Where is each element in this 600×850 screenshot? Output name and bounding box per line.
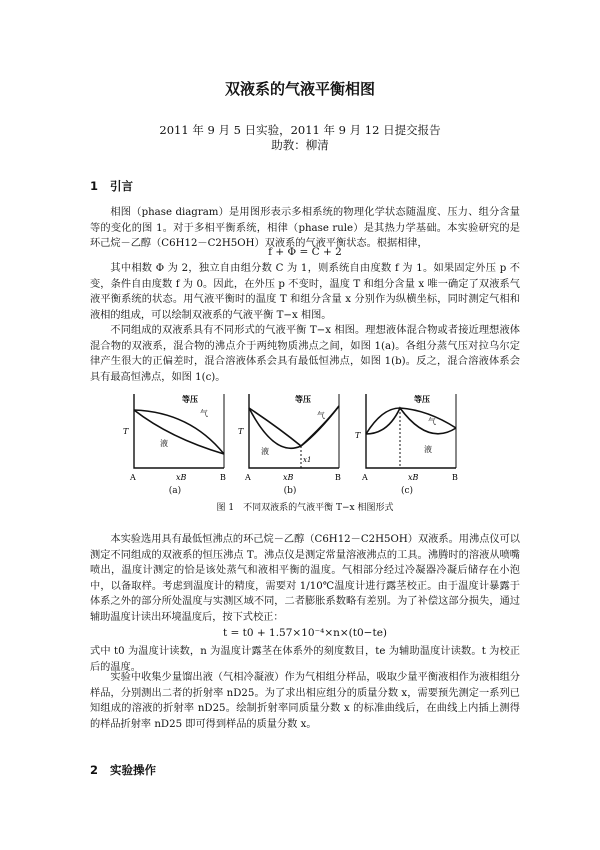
- tag-liquid: 液: [160, 439, 168, 448]
- paragraph-degrees-of-freedom: 其中相数 Φ 为 2，独立自由组分数 C 为 1，则系统自由度数 f 为 1。如果固定外压 p 不变，条件自由度数 f 为 0。因此，在外压 p 不变时，温度 T 和组分含量 x 唯一确定了双液系气液平衡系统的状态。用气液平衡时的温度 T 和组分含量 x 分别作为纵横坐标，同时测定气相和液相的组成，可以绘制双液系的气液平衡 T−x 相图。: [90, 263, 520, 321]
- end-b-label: B: [452, 473, 458, 482]
- axis-x-label: xB: [408, 473, 419, 482]
- tag-liquid: 液: [424, 445, 432, 454]
- phase-diagram-c: [352, 388, 462, 483]
- section-number: 1: [90, 179, 99, 193]
- tag-gas: 气: [200, 409, 208, 418]
- end-a-label: A: [362, 473, 368, 482]
- figure-panel-c: [352, 388, 462, 503]
- equation-stem-correction: t = t0 + 1.57×10⁻⁴×n×(t0−te): [222, 627, 388, 639]
- end-b-label: B: [335, 473, 341, 482]
- section-heading-introduction: [90, 178, 133, 194]
- end-a-label: A: [130, 473, 136, 482]
- axis-t-label: T: [355, 431, 361, 440]
- equation-phase-rule: f + Φ = C + 2: [268, 246, 342, 258]
- azeotrope-mark: x1: [303, 456, 312, 464]
- panel-label-c: (c): [400, 486, 414, 496]
- tag-gas: 气: [317, 411, 325, 420]
- end-a-label: A: [245, 473, 251, 482]
- teaching-assistant: 助教：柳清: [271, 138, 329, 152]
- tag-liquid: 液: [261, 447, 269, 456]
- figure-panel-a: [120, 388, 230, 503]
- axis-t-label: T: [238, 427, 244, 436]
- tag-isobaric: 等压: [414, 394, 430, 404]
- end-b-label: B: [220, 473, 226, 482]
- paragraph-phase-diagram: 相图（phase diagram）是用图形表示多相系统的物理化学状态随温度、压力、组分含量等的变化的图 1。对于多相平衡系统，相律（phase rule）是其热力学基础。本实验研究的是环己烷－乙醇（C6H12－C2H5OH）双液系的气液平衡状态。根据相律，: [90, 207, 520, 249]
- submission-dates: 2011 年 9 月 5 日实验，2011 年 9 月 12 日提交报告: [159, 123, 441, 137]
- figure-1: [120, 388, 460, 508]
- tag-isobaric: 等压: [182, 394, 198, 404]
- paper-title: 双液系的气液平衡相图: [224, 80, 375, 98]
- axis-t-label: T: [123, 427, 129, 436]
- paragraph-refractive-index: 实验中收集少量馏出液（气相冷凝液）作为气相组分样品，吸取少量平衡液相作为液相组分样品，分别测出二者的折射率 nD25。为了求出相应组分的质量分数 x，需要预先测定一系列已知组成的溶液的折射率 nD25。绘制折射率同质量分数 x 的标准曲线后，在曲线上内插上测得的样品折射率 nD25 即可得到样品的质量分数 x。: [90, 672, 520, 730]
- phase-diagram-b: [235, 388, 345, 483]
- section-title: 引言: [110, 179, 133, 193]
- paragraph-azeotrope-types: 不同组成的双液系具有不同形式的气液平衡 T−x 相图。理想液体混合物或者接近理想液体混合物的双液系，混合物的沸点介于两纯物质沸点之间，如图 1(a)。各组分蒸气压对拉乌尔定律产生很大的正偏差时，混合溶液体系会具有最低恒沸点，如图 1(b)。反之，混合溶液体系会具有最高恒沸点，如图 1(c)。: [90, 325, 520, 383]
- axis-x-label: xB: [176, 473, 187, 482]
- section-title: 实验操作: [110, 763, 156, 777]
- figure-caption: 图 1 不同双液系的气液平衡 T−x 相图形式: [216, 503, 394, 513]
- tag-gas: 气: [428, 417, 436, 426]
- paragraph-equation-terms: 式中 t0 为温度计读数，n 为温度计露茎在体系外的刻度数目，te 为辅助温度计读数。t 为校正后的温度。: [90, 646, 520, 673]
- figure-panel-b: [235, 388, 345, 503]
- axis-x-label: xB: [283, 473, 294, 482]
- paragraph-method: 本实验选用具有最低恒沸点的环己烷－乙醇（C6H12－C2H5OH）双液系。用沸点仪可以测定不同组成的双液系的恒压沸点 T。沸点仪是测定常量溶液沸点的工具。沸腾时的溶液从喷嘴喷出，温度计测定的恰是该处蒸气和液相平衡的温度。气相部分经过冷凝器冷凝后储存在小泡中，以备取样。考虑到温度计的精度，需要对 1/10℃温度计进行露茎校正。由于温度计暴露于体系之外的部分所处温度与实测区域不同，二者膨胀系数略有差别。为了补偿这部分损失，通过辅助温度计读出环境温度后，按下式校正：: [90, 534, 520, 623]
- panel-label-b: (b): [283, 486, 297, 496]
- section-number: 2: [90, 763, 99, 777]
- phase-diagram-a: [120, 388, 230, 483]
- panel-label-a: (a): [168, 486, 182, 496]
- tag-isobaric: 等压: [295, 394, 311, 404]
- section-heading-procedure: [90, 762, 156, 778]
